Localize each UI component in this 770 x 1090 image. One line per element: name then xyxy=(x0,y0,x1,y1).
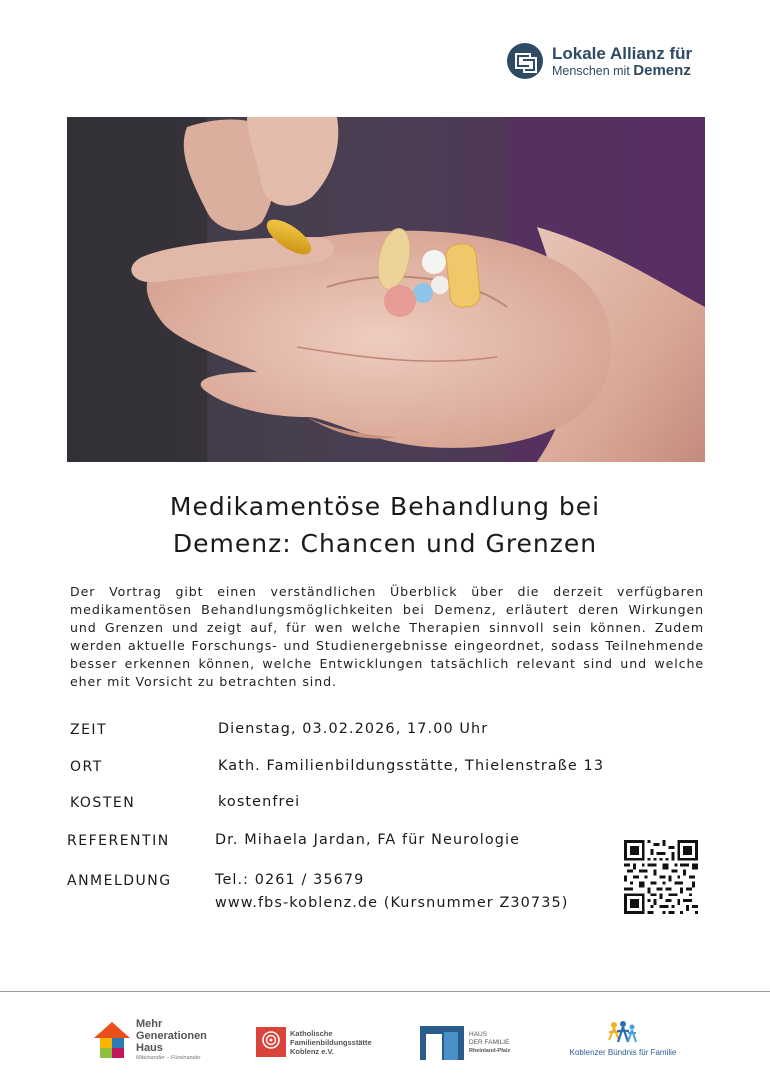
anmeldung-label: ANMELDUNG xyxy=(67,873,172,889)
hdf-line-2: DER FAMILIE xyxy=(469,1039,510,1046)
zeit-value: Dienstag, 03.02.2026, 17.00 Uhr xyxy=(218,721,489,737)
hand-with-pills-photo xyxy=(67,117,705,462)
kbf-text: Koblenzer Bündnis für Familie xyxy=(569,1048,677,1057)
qr-code-icon[interactable] xyxy=(624,840,698,914)
kosten-value: kostenfrei xyxy=(218,794,301,810)
logo-subtitle-prefix: Menschen mit xyxy=(552,63,630,78)
mgh-line-1: Mehr xyxy=(136,1018,163,1030)
title-line-1: Medikamentöse Behandlung bei xyxy=(169,492,601,521)
hdf-line-3: Rheinland-Pfalz xyxy=(469,1048,511,1054)
haus-der-familie-icon xyxy=(420,1024,464,1062)
kosten-label: KOSTEN xyxy=(70,795,136,811)
family-figures-icon xyxy=(606,1020,640,1046)
zeit-label: ZEIT xyxy=(70,722,108,738)
footer-partners xyxy=(0,991,770,1090)
event-title xyxy=(60,488,710,562)
kfbs-spiral-icon xyxy=(256,1027,286,1057)
kfbs-line-1: Katholische xyxy=(290,1028,333,1038)
allianz-logo-icon xyxy=(506,42,544,80)
logo-title: Lokale Allianz für xyxy=(552,43,693,63)
anmeldung-website[interactable]: www.fbs-koblenz.de (Kursnummer Z30735) xyxy=(215,895,569,911)
hdf-line-1: HAUS xyxy=(469,1031,488,1038)
referentin-label: REFERENTIN xyxy=(67,833,170,849)
kfbs-line-2: Familienbildungsstätte xyxy=(290,1037,372,1047)
mgh-line-3: Haus xyxy=(136,1042,163,1054)
logo-subtitle-bold: Demenz xyxy=(633,61,691,79)
mehrgenerationenhaus-logo xyxy=(92,1018,207,1062)
mgh-house-icon xyxy=(92,1020,132,1060)
event-description: Der Vortrag gibt einen verständlichen Überblick über die derzeit verfügbaren medikamentösen Behandlungsmöglichkeiten bei Demenz, erläutert deren Wirkungen und Grenzen und zeigt auf, für wen welche Therapien sinnvoll sein können. Zudem werden aktuelle Forschungs- und Studienergebnisse eingeordnet, sodass Teilnehmende besser erkennen können, welche Entwicklungen tatsächlich relevant sind und welche eher mit Vorsicht zu betrachten sind. xyxy=(70,584,704,689)
photo-illustration xyxy=(67,117,705,462)
koblenzer-buendnis-logo xyxy=(563,1020,683,1057)
ort-label: ORT xyxy=(70,759,103,775)
kfbs-koblenz-logo xyxy=(256,1027,372,1057)
anmeldung-phone: Tel.: 0261 / 35679 xyxy=(215,872,365,888)
logo-subtitle xyxy=(552,63,692,79)
title-line-2: Demenz: Chancen und Grenzen xyxy=(172,529,598,558)
haus-der-familie-logo xyxy=(420,1024,510,1062)
ort-value: Kath. Familienbildungsstätte, Thielenstraße 13 xyxy=(218,758,605,774)
mgh-tagline: Miteinander – Füreinander xyxy=(136,1055,201,1061)
lokale-allianz-logo xyxy=(506,42,692,80)
referentin-value: Dr. Mihaela Jardan, FA für Neurologie xyxy=(215,832,521,848)
kfbs-line-3: Koblenz e.V. xyxy=(290,1046,334,1056)
mgh-line-2: Generationen xyxy=(136,1030,207,1042)
